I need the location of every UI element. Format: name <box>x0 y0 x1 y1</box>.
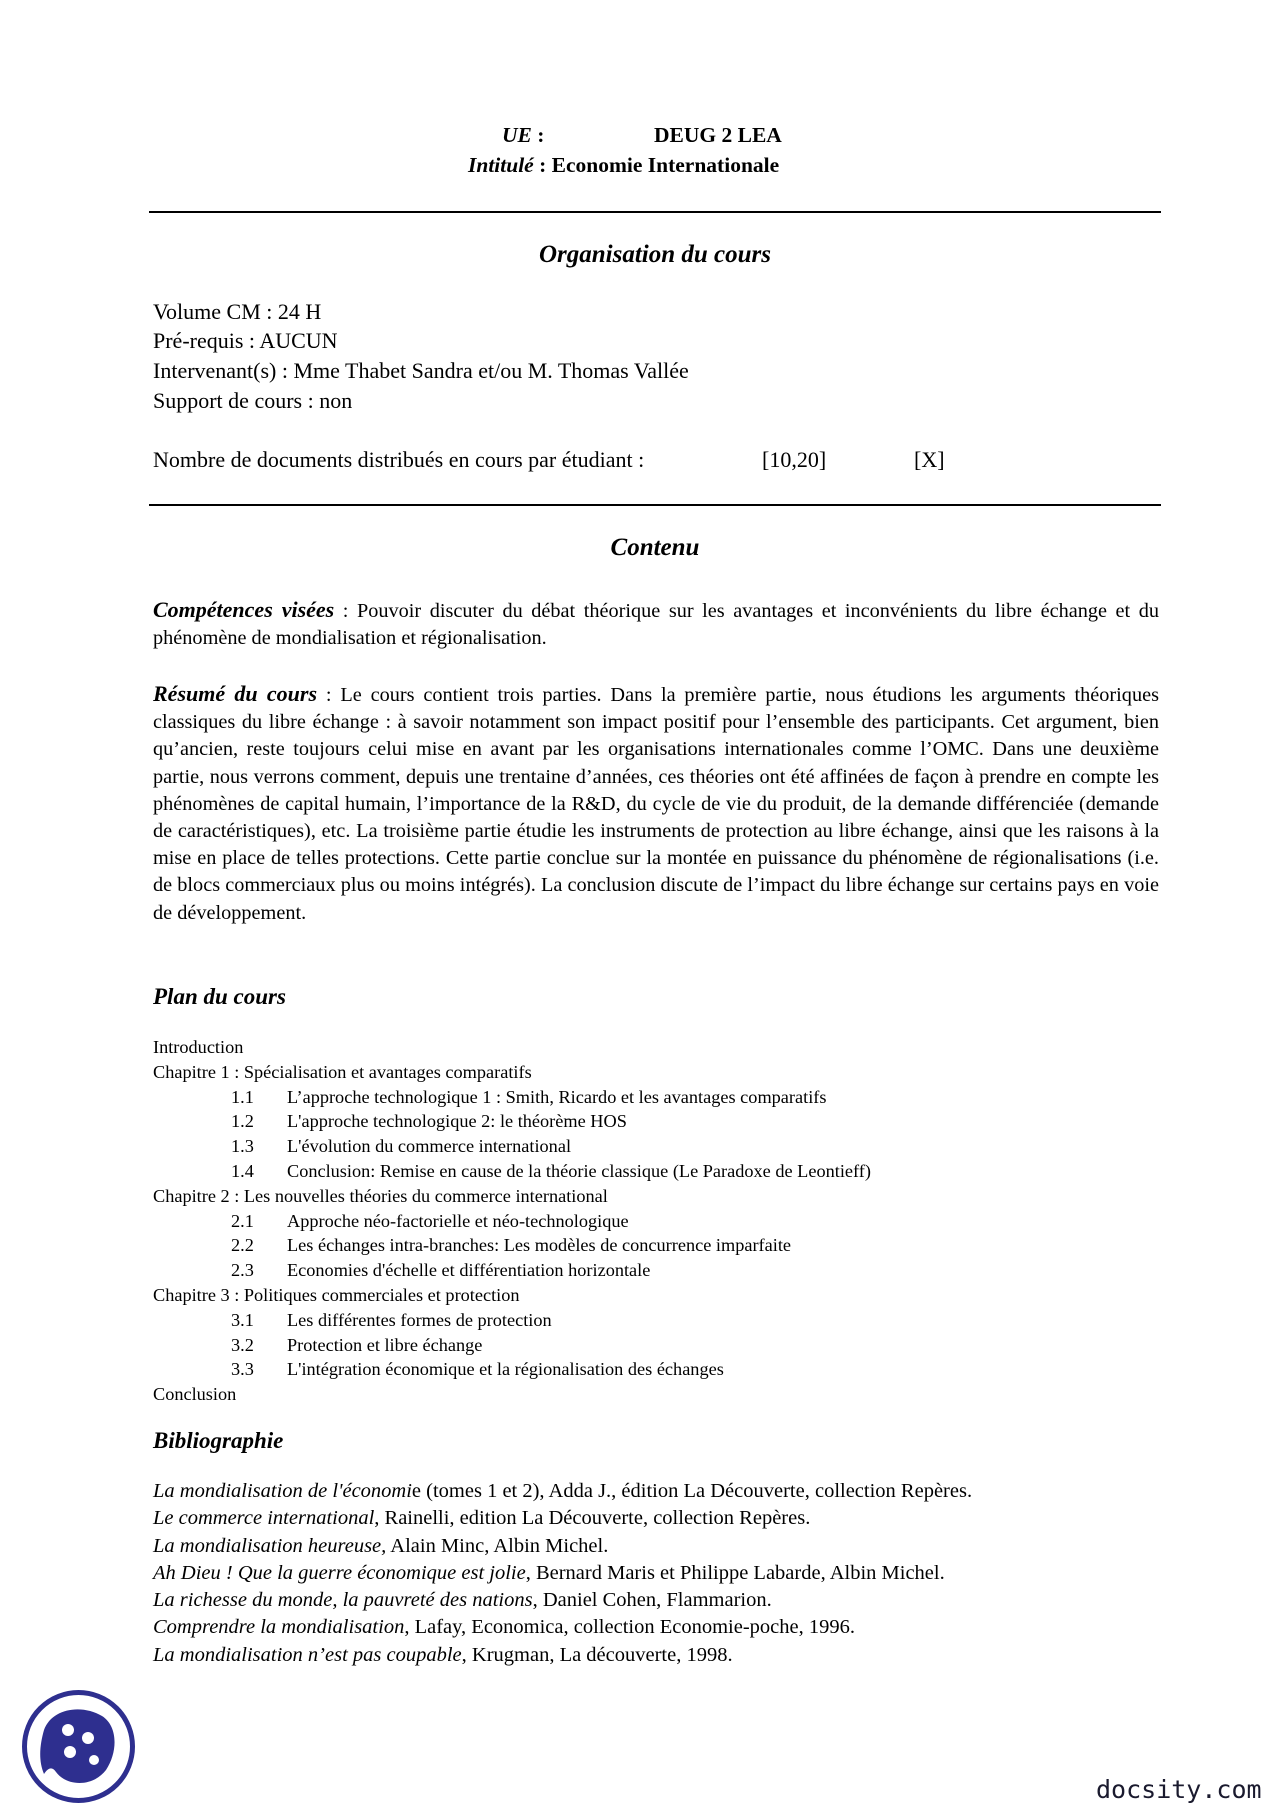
divider-top <box>149 211 1161 213</box>
bibliography-entry: La mondialisation heureuse, Alain Minc, Albin Michel. <box>153 1534 609 1557</box>
plan-introduction: Introduction <box>153 1037 244 1057</box>
volume: Volume CM : 24 H <box>153 299 322 324</box>
plan-section: 2.1 Approche néo-factorielle et néo-technologique <box>231 1210 629 1231</box>
plan-section: 1.2 L'approche technologique 2: le théorème HOS <box>231 1111 627 1132</box>
intervenants: Intervenant(s) : Mme Thabet Sandra et/ou M. Thomas Vallée <box>153 358 689 383</box>
plan-section: 3.1 Les différentes formes de protection <box>231 1309 552 1330</box>
competences-label: Compétences visées <box>153 597 335 622</box>
support: Support de cours : non <box>153 388 353 413</box>
ue-line: UE : <box>502 123 545 147</box>
contenu-heading: Contenu <box>610 534 700 561</box>
resume-text: : Le cours contient trois parties. Dans la première partie, nous étudions les arguments théoriques classiques du libre échange : à savoir notamment son impact positif pour l’ensemble des participants. Cet argument, bien qu’ancien, reste toujours celui mise en avant par les organisations internationales comme l’OMC. Dans une deuxième partie, nous verrons comment, depuis une trentaine d’années, ces théories ont été affinées de façon à prendre en compte les phénomènes de capital humain, l’importance de la R&D, du cycle de vie du produit, de la demande différenciée (demande de caractéristiques), etc. La troisième partie étudie les instruments de protection au libre échange, ainsi que les raisons à la mise en place de telles protections. Cette partie conclue sur la montée en puissance du phénomène de régionalisations (i.e. de blocs commerciaux plus ou moins intégrés). La conclusion discute de l’impact du libre échange sur certains pays en voie de développement. <box>153 684 1159 924</box>
docsity-watermark[interactable]: docsity.com <box>1096 1775 1262 1804</box>
ue-label: UE <box>502 123 532 147</box>
competences-text: : Pouvoir discuter du débat théorique sur les avantages et inconvénients du libre échange et du phénomène de mondialisation et régionalisation. <box>153 600 1159 650</box>
course-title-line: Intitulé : Economie Internationale <box>468 153 780 177</box>
resume-paragraph <box>153 680 1159 927</box>
docsity-logo-icon[interactable] <box>22 1690 135 1803</box>
plan-section: 2.2 Les échanges intra-branches: Les modèles de concurrence imparfaite <box>231 1235 792 1256</box>
plan-section: 3.2 Protection et libre échange <box>231 1334 483 1355</box>
organisation-heading: Organisation du cours <box>538 241 772 268</box>
chapter-title: Chapitre 3 : Politiques commerciales et protection <box>153 1284 520 1305</box>
documents-mark: [X] <box>914 447 945 472</box>
chapter-title: Chapitre 1 : Spécialisation et avantages comparatifs <box>153 1061 532 1082</box>
resume-label: Résumé du cours <box>153 681 318 706</box>
plan-conclusion: Conclusion <box>153 1384 237 1405</box>
documents-label: Nombre de documents distribués en cours par étudiant : <box>153 447 645 472</box>
bibliography-entry: La mondialisation n’est pas coupable, Krugman, La découverte, 1998. <box>153 1643 733 1666</box>
title-label: Intitulé <box>468 153 534 177</box>
documents-range: [10,20] <box>762 447 827 472</box>
bibliography-entry: La richesse du monde, la pauvreté des nations, Daniel Cohen, Flammarion. <box>153 1589 772 1612</box>
bibliography-entry: Comprendre la mondialisation, Lafay, Economica, collection Economie-poche, 1996. <box>153 1616 855 1639</box>
bibliography-entry: La mondialisation de l'économie (tomes 1 et 2), Adda J., édition La Découverte, collection Repères. <box>153 1480 973 1502</box>
chapter-title: Chapitre 2 : Les nouvelles théories du commerce international <box>153 1185 608 1206</box>
plan-section: 2.3 Economies d'échelle et différentiation horizontale <box>231 1260 651 1281</box>
course-title: Economie Internationale <box>551 153 780 177</box>
bibliography-entry: Le commerce international, Rainelli, edition La Découverte, collection Repères. <box>153 1507 811 1530</box>
plan-section: 1.1 L’approche technologique 1 : Smith, Ricardo et les avantages comparatifs <box>231 1086 827 1107</box>
ue-value: DEUG 2 LEA <box>654 123 782 147</box>
bibliography-entry: Ah Dieu ! Que la guerre économique est jolie, Bernard Maris et Philippe Labarde, Albin Michel. <box>153 1561 945 1584</box>
plan-section: 1.4 Conclusion: Remise en cause de la théorie classique (Le Paradoxe de Leontieff) <box>231 1160 871 1181</box>
plan-list <box>153 1035 871 1407</box>
bibliographie-heading: Bibliographie <box>153 1428 284 1453</box>
plan-section: 3.3 L'intégration économique et la régionalisation des échanges <box>231 1359 724 1380</box>
bibliography-list <box>153 1478 972 1669</box>
divider-middle <box>149 504 1161 506</box>
prerequis: Pré-requis : AUCUN <box>153 328 338 353</box>
plan-section: 1.3 L'évolution du commerce international <box>231 1136 572 1157</box>
plan-heading: Plan du cours <box>153 984 286 1009</box>
competences-paragraph <box>153 596 1159 652</box>
